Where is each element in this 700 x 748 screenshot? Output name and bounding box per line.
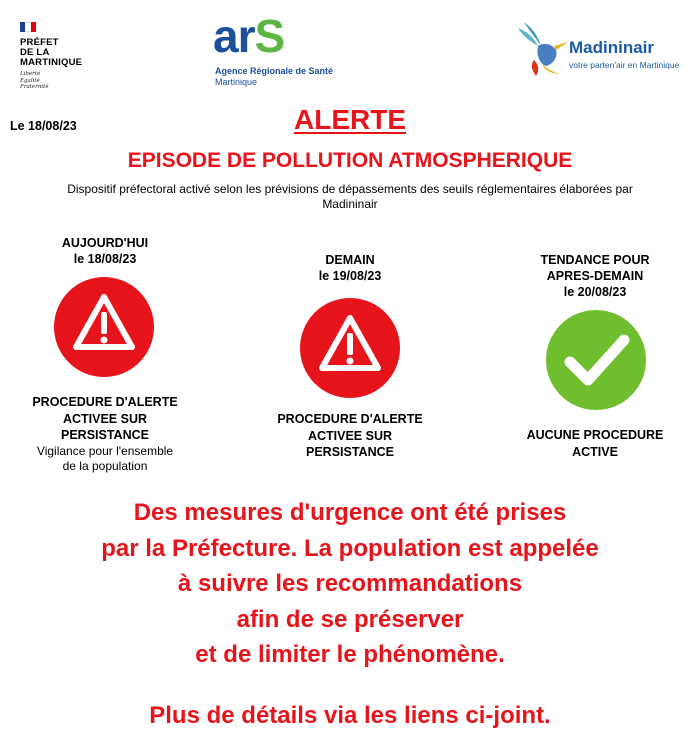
dispositif-line-2: Madininair: [322, 197, 378, 211]
tomorrow-date: le 19/08/23: [318, 269, 382, 283]
motto-fraternite: Fraternité: [20, 84, 49, 90]
forecast-tomorrow-title: [260, 252, 440, 284]
warning-icon: [300, 298, 400, 398]
message-line-2: par la Préfecture. La population est appelée: [101, 534, 599, 562]
today-note-line-1: Vigilance pour l'ensemble: [36, 443, 174, 458]
tomorrow-label: DEMAIN: [325, 253, 375, 267]
tomorrow-status-line-3: PERSISTANCE: [306, 445, 394, 459]
motto-egalite: Égalité: [20, 77, 40, 84]
today-status-line-2: ACTIVEE SUR: [62, 411, 148, 426]
prefet-line-2: DE LA: [20, 47, 50, 58]
ars-region: Martinique: [215, 77, 258, 87]
today-label: AUJOURD'HUI: [61, 236, 149, 250]
marianne-flag-icon: [20, 22, 36, 32]
republic-motto: [20, 71, 130, 91]
tomorrow-status-line-2: ACTIVEE SUR: [307, 428, 393, 443]
today-note-line-2: de la population: [62, 458, 148, 473]
check-icon: [546, 310, 646, 410]
urgent-measures-message: [0, 495, 700, 673]
alert-title-text: ALERTE: [294, 104, 406, 135]
trend-label-line-1: TENDANCE POUR: [540, 253, 650, 267]
hummingbird-icon: [514, 20, 570, 78]
today-status-line-1: PROCEDURE D'ALERTE: [32, 395, 178, 409]
madininair-logo: [514, 20, 689, 80]
madininair-name: Madininair: [569, 38, 655, 57]
warning-icon: [54, 277, 154, 377]
message-line-5: et de limiter le phénomène.: [195, 641, 505, 668]
forecast-trend-status: [505, 427, 685, 460]
motto-liberte: Liberté: [20, 71, 41, 77]
prefet-martinique-logo: [20, 22, 130, 91]
forecast-today-status: [15, 394, 195, 474]
message-line-3: à suivre les recommandations: [177, 570, 523, 597]
dispositif-text: [30, 182, 670, 212]
message-line-1: Des mesures d'urgence ont été prises: [133, 499, 567, 526]
tomorrow-status-line-1: PROCEDURE D'ALERTE: [277, 412, 423, 426]
today-date: le 18/08/23: [73, 252, 137, 266]
forecast-tomorrow-status: [260, 411, 440, 461]
today-status-line-3: PERSISTANCE: [61, 428, 149, 442]
dispositif-line-1: Dispositif préfectoral activé selon les prévisions de dépassements des seuils réglementaires élaborées par: [67, 182, 633, 196]
alert-title: [0, 104, 700, 136]
message-line-4: afin de se préserver: [236, 605, 464, 633]
date-label: Le 18/08/23: [10, 119, 77, 133]
prefet-line-3: MARTINIQUE: [20, 57, 83, 68]
episode-subtitle: EPISODE DE POLLUTION ATMOSPHERIQUE: [127, 149, 573, 172]
ars-logo: [213, 10, 343, 92]
ars-letter-s: S: [254, 10, 286, 62]
prefet-line-1: PRÉFET: [20, 37, 59, 48]
forecast-today-title: [15, 235, 195, 267]
details-link-text: Plus de détails via les liens ci-joint.: [149, 702, 551, 729]
trend-label-line-2: APRES-DEMAIN: [546, 269, 644, 283]
trend-status-line-1: AUCUNE PROCEDURE: [526, 428, 664, 442]
trend-date: le 20/08/23: [563, 285, 627, 299]
ars-subtitle: Agence Régionale de Santé: [215, 66, 334, 76]
ars-wordmark: [213, 8, 285, 64]
trend-status-line-2: ACTIVE: [572, 444, 618, 459]
ars-letters-ar: ar: [213, 10, 255, 62]
forecast-trend-title: [505, 252, 685, 300]
madininair-tagline: votre parten'air en Martinique: [569, 60, 680, 70]
